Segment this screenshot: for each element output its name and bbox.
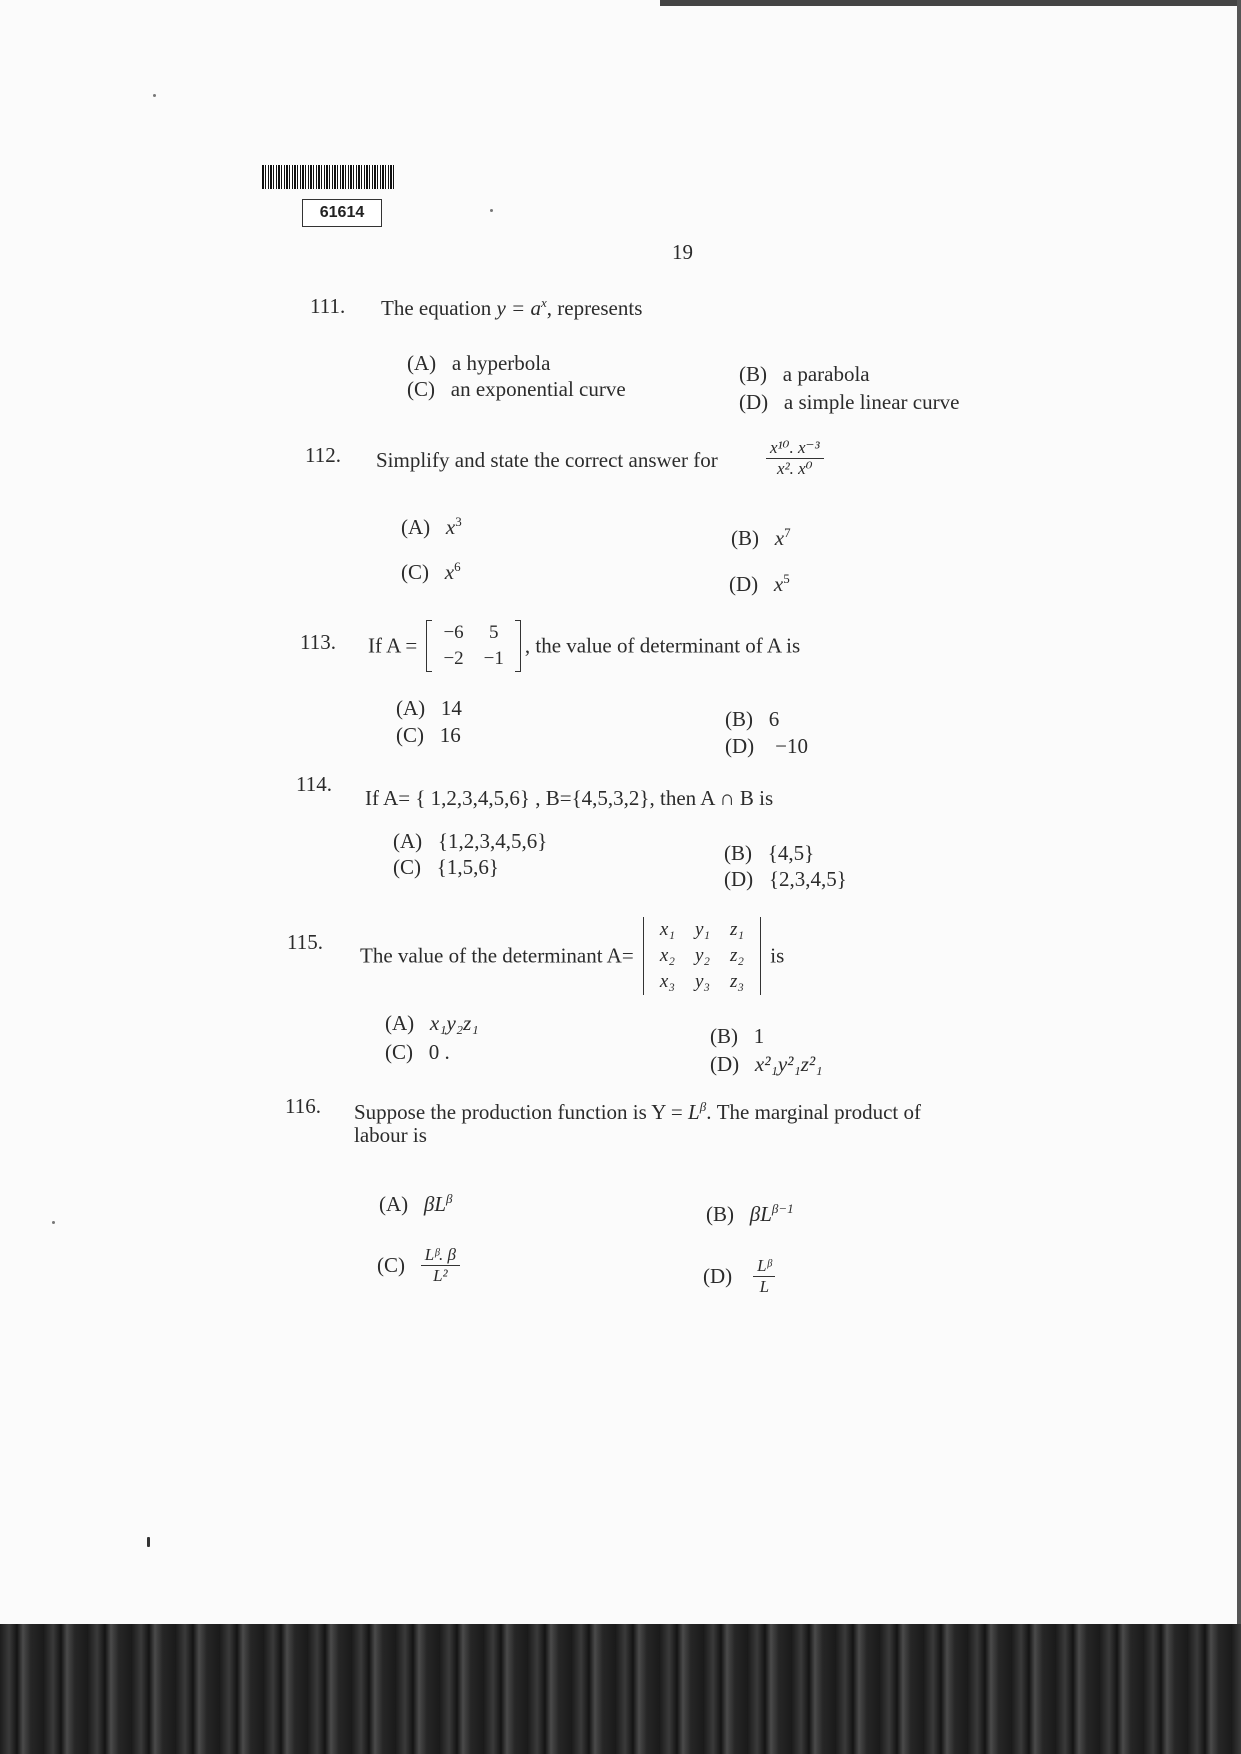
option-math: x — [445, 515, 456, 539]
option-text: {2,3,4,5} — [768, 867, 847, 891]
option-c — [393, 855, 499, 880]
matrix-cell: −6 — [443, 622, 464, 643]
scan-speck — [52, 1221, 55, 1224]
option-c — [385, 1040, 450, 1065]
option-math: βL — [749, 1202, 772, 1226]
option-label: (D) — [703, 1264, 733, 1288]
stem-text: , the value of determinant of A is — [524, 633, 801, 658]
option-label: (A) — [385, 1011, 415, 1035]
option-text: 6 — [768, 707, 780, 731]
option-c — [401, 560, 461, 585]
option-label: (B) — [710, 1024, 738, 1048]
option-label: (D) — [725, 734, 755, 758]
question-stem — [368, 620, 800, 672]
option-label: (B) — [725, 707, 753, 731]
option-text: a simple linear curve — [783, 390, 960, 414]
fraction-numerator: x¹⁰. x⁻³ — [766, 438, 824, 459]
fraction-denominator: L² — [433, 1266, 448, 1285]
option-label: (A) — [407, 351, 437, 375]
fraction — [766, 438, 824, 479]
option-exponent: β−1 — [771, 1201, 794, 1216]
question-stem — [354, 1100, 921, 1125]
option-exponent: 3 — [455, 514, 462, 529]
matrix-cell: y₁ — [694, 919, 711, 940]
scan-edge-top — [660, 0, 1241, 6]
matrix-cell: y₃ — [694, 971, 711, 992]
option-text: a hyperbola — [451, 351, 551, 375]
option-text: {1,5,6} — [436, 855, 499, 879]
option-label: (B) — [739, 362, 767, 386]
option-label: (B) — [731, 526, 759, 550]
option-exponent: 6 — [454, 559, 461, 574]
determinant-table — [650, 917, 754, 995]
question-number: 113. — [300, 630, 336, 654]
option-text: {4,5} — [767, 841, 815, 865]
option-d — [729, 572, 790, 597]
option-label: (A) — [379, 1192, 409, 1216]
option-a — [396, 696, 462, 721]
question-stem-line2: labour is — [354, 1123, 427, 1147]
option-text: a parabola — [782, 362, 870, 386]
matrix-cell: z₁ — [730, 919, 745, 940]
option-label: (D) — [739, 390, 769, 414]
stem-text: . The marginal product of — [706, 1100, 921, 1124]
option-math: x — [444, 560, 455, 584]
matrix-cell: x₂ — [659, 945, 675, 966]
question-stem — [360, 917, 784, 995]
option-label: (C) — [396, 723, 424, 747]
option-label: (B) — [724, 841, 752, 865]
scan-edge-right — [1237, 0, 1241, 1624]
option-b — [739, 362, 870, 387]
determinant — [643, 917, 761, 995]
option-text: 0 . — [428, 1040, 450, 1064]
option-d — [710, 1052, 823, 1077]
option-label: (C) — [401, 560, 429, 584]
question-number: 112. — [305, 443, 341, 467]
option-c — [407, 377, 626, 402]
option-b — [710, 1024, 764, 1049]
stem-text: Suppose the production function is Y = — [354, 1100, 689, 1124]
option-b — [706, 1202, 794, 1227]
option-math: x — [773, 572, 784, 596]
scan-speck — [490, 209, 493, 212]
option-math: x — [774, 526, 785, 550]
matrix-cell: x₁ — [659, 919, 675, 940]
stem-text: , represents — [546, 296, 643, 320]
matrix-cell: −1 — [483, 648, 504, 669]
matrix-cell: z₂ — [730, 945, 745, 966]
option-label: (C) — [385, 1040, 413, 1064]
fraction-denominator: L — [759, 1277, 770, 1296]
matrix-cell: x₃ — [659, 971, 675, 992]
matrix-cell: −2 — [443, 648, 464, 669]
option-math: βL — [423, 1192, 447, 1216]
fraction-denominator: x². x⁰ — [777, 459, 813, 478]
option-text: −10 — [775, 734, 808, 758]
option-label: (C) — [407, 377, 435, 401]
option-exponent: β — [446, 1191, 453, 1206]
option-math: x₁y₂z₁ — [429, 1011, 479, 1035]
option-label: (A) — [393, 829, 423, 853]
option-b — [724, 841, 814, 866]
matrix — [426, 620, 520, 672]
question-stem: If A= { 1,2,3,4,5,6} , B={4,5,3,2}, then A ∩ B is — [365, 786, 774, 810]
fraction-numerator: Lᵝ — [753, 1256, 775, 1277]
stem-text: is — [770, 943, 785, 968]
option-c — [377, 1245, 460, 1286]
option-d — [703, 1256, 775, 1297]
option-a — [393, 829, 547, 854]
option-math: x²₁y²₁z²₁ — [754, 1052, 823, 1076]
option-text: 1 — [753, 1024, 765, 1048]
matrix-table — [433, 620, 513, 672]
question-number: 114. — [296, 772, 332, 796]
option-exponent: 5 — [783, 571, 790, 586]
paper-code: 61614 — [302, 199, 382, 227]
option-label: (D) — [710, 1052, 740, 1076]
option-label: (C) — [377, 1253, 405, 1277]
option-label: (B) — [706, 1202, 734, 1226]
option-b — [731, 526, 791, 551]
scan-speck — [153, 94, 156, 97]
option-text: {1,2,3,4,5,6} — [437, 829, 548, 853]
stem-text: The value of the determinant A= — [360, 943, 634, 968]
fraction — [753, 1256, 775, 1297]
scan-speck — [147, 1537, 150, 1547]
option-d — [725, 734, 808, 759]
question-stem — [381, 296, 642, 321]
option-label: (D) — [729, 572, 759, 596]
option-b — [725, 707, 779, 732]
scan-edge-bottom — [0, 1624, 1241, 1754]
stem-math: y = a — [496, 296, 541, 320]
stem-text: The equation — [381, 296, 497, 320]
option-a — [385, 1011, 479, 1036]
question-number: 115. — [287, 930, 323, 954]
page-number: 19 — [672, 240, 693, 264]
stem-exponent: β — [699, 1099, 707, 1114]
matrix-cell: z₃ — [730, 971, 745, 992]
stem-exponent: x — [540, 295, 547, 310]
barcode — [262, 165, 395, 189]
option-a — [379, 1192, 453, 1217]
option-d — [739, 390, 959, 415]
option-exponent: 7 — [784, 525, 791, 540]
matrix-cell: y₂ — [694, 945, 711, 966]
option-text: 14 — [440, 696, 462, 720]
option-label: (C) — [393, 855, 421, 879]
option-label: (A) — [396, 696, 426, 720]
option-a — [401, 515, 462, 540]
option-d — [724, 867, 847, 892]
fraction — [421, 1245, 460, 1286]
stem-text: If A = — [368, 633, 418, 658]
fraction-numerator: Lᵝ. β — [421, 1245, 460, 1266]
matrix-cell: 5 — [489, 622, 499, 643]
question-number: 116. — [285, 1094, 321, 1118]
option-label: (A) — [401, 515, 431, 539]
option-text: an exponential curve — [450, 377, 626, 401]
question-number: 111. — [310, 294, 346, 318]
option-c — [396, 723, 461, 748]
stem-fraction — [766, 438, 824, 479]
option-a — [407, 351, 550, 376]
option-label: (D) — [724, 867, 754, 891]
question-stem: Simplify and state the correct answer for — [376, 448, 718, 472]
option-text: 16 — [439, 723, 461, 747]
stem-math: L — [688, 1100, 700, 1124]
